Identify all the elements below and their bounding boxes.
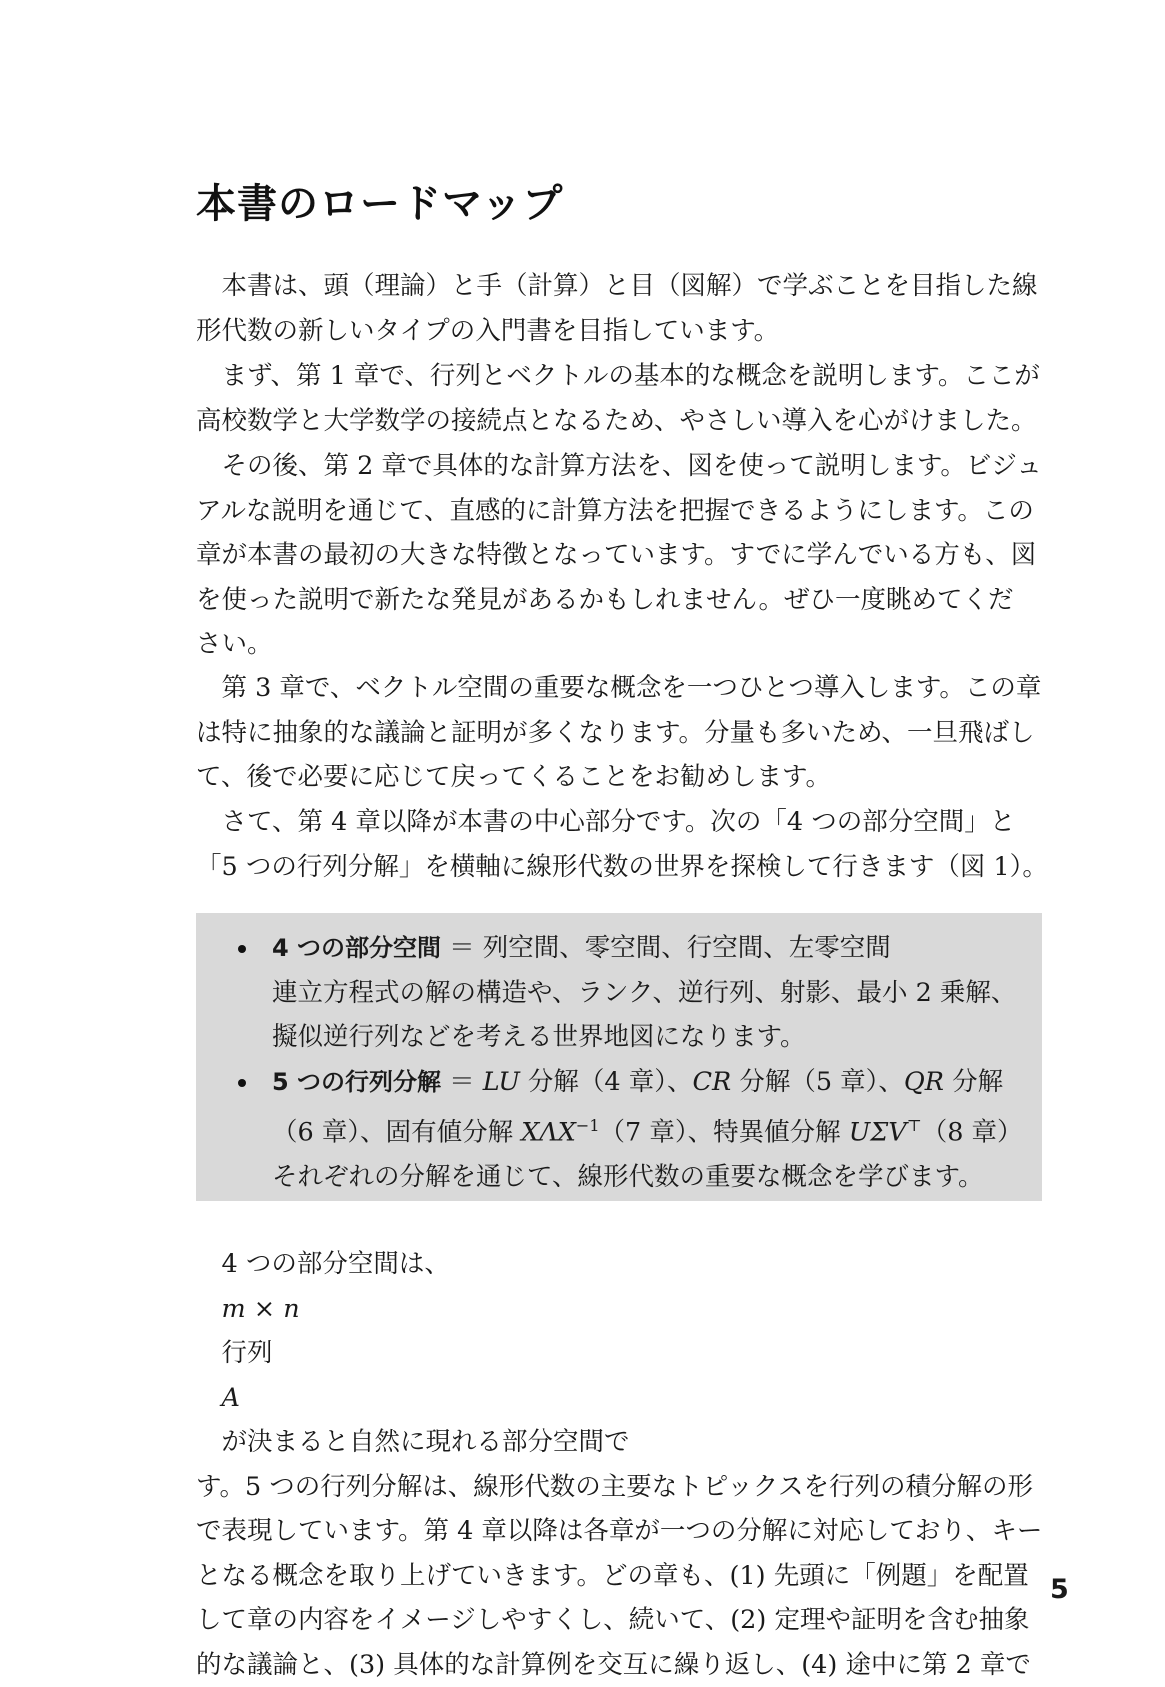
text-line: それぞれの分解を通じて、線形代数の重要な概念を学びます。 — [272, 1155, 1042, 1200]
roadmap-list — [196, 926, 1042, 1200]
text-line — [272, 926, 1042, 971]
roadmap-summary-box — [196, 913, 1042, 1201]
term-four-subspaces: 4 つの部分空間 — [272, 934, 441, 962]
text-span: （8 章） — [922, 1118, 1023, 1148]
text-line — [196, 1242, 1042, 1465]
text-line: 形代数の新しいタイプの入門書を目指しています。 — [171, 309, 1043, 354]
text-line: アルな説明を通じて、直感的に計算方法を把握できるようにします。この — [171, 489, 1043, 534]
bullet-icon — [238, 945, 246, 953]
text-line: す。5 つの行列分解は、線形代数の主要なトピックスを行列の積分解の形 — [171, 1465, 1043, 1510]
equals-sign: ＝ — [441, 1067, 483, 1097]
text-line — [272, 1104, 1042, 1155]
text-line: さい。 — [171, 622, 1043, 667]
math-m-by-n: m × n — [196, 1287, 1042, 1332]
text-line: 連立方程式の解の構造や、ランク、逆行列、射影、最小 2 乗解、 — [272, 971, 1042, 1016]
intro-paragraph-3 — [196, 444, 1042, 667]
text-line: 的な議論と、(3) 具体的な計算例を交互に繰り返し、(4) 途中に第 2 章で — [171, 1643, 1043, 1687]
math-eigendecomposition: XΛX — [521, 1118, 576, 1148]
text-span: （7 章）、特異値分解 — [600, 1118, 849, 1148]
text-line: 第 3 章で、ベクトル空間の重要な概念を一つひとつ導入します。この章 — [196, 666, 1042, 711]
section-title: 本書のロードマップ — [196, 176, 563, 232]
math-a: A — [196, 1376, 1042, 1421]
bullet-icon — [238, 1079, 246, 1087]
text-line: して章の内容をイメージしやすくし、続いて、(2) 定理や証明を含む抽象 — [171, 1598, 1043, 1643]
text-line — [272, 1060, 1042, 1105]
text-line: は特に抽象的な議論と証明が多くなります。分量も多いため、一旦飛ばし — [171, 711, 1043, 756]
list-item-decompositions — [196, 1060, 1042, 1200]
text-span: 行列 — [196, 1331, 1042, 1376]
text-line: 擬似逆行列などを考える世界地図になります。 — [272, 1015, 1042, 1060]
text-line: 高校数学と大学数学の接続点となるため、やさしい導入を心がけました。 — [171, 399, 1043, 444]
list-item-subspaces — [196, 926, 1042, 1060]
page-number: 5 — [1050, 1574, 1069, 1605]
intro-paragraph-4 — [196, 666, 1042, 800]
text-line: さて、第 4 章以降が本書の中心部分です。次の「4 つの部分空間」と — [196, 800, 1042, 845]
intro-paragraph-1 — [196, 264, 1042, 353]
math-superscript: ⊤ — [907, 1116, 922, 1135]
text-span: が決まると自然に現れる部分空間で — [196, 1420, 1042, 1465]
math-qr: QR — [904, 1067, 944, 1097]
text-span: 4 つの部分空間は、 — [196, 1242, 1042, 1287]
text-line: 本書は、頭（理論）と手（計算）と目（図解）で学ぶことを目指した線 — [196, 264, 1042, 309]
intro-paragraph-5 — [196, 800, 1042, 889]
term-five-decompositions: 5 つの行列分解 — [272, 1068, 441, 1096]
text-span: 分解（4 章）、 — [520, 1067, 693, 1097]
text-line: 章が本書の最初の大きな特徴となっています。すでに学んでいる方も、図 — [171, 533, 1043, 578]
text-line: で表現しています。第 4 章以降は各章が一つの分解に対応しており、キー — [171, 1509, 1043, 1554]
text-line: を使った説明で新たな発見があるかもしれません。ぜひ一度眺めてくだ — [171, 578, 1043, 623]
text-span: （6 章）、固有値分解 — [272, 1118, 521, 1148]
math-cr: CR — [693, 1067, 732, 1097]
equals-sign: ＝ — [441, 933, 483, 963]
text-line: 「5 つの行列分解」を横軸に線形代数の世界を探検して行きます（図 1）。 — [171, 845, 1043, 890]
subspace-list: 列空間、零空間、行空間、左零空間 — [483, 933, 891, 963]
math-lu: LU — [483, 1067, 520, 1097]
text-span: 分解 — [944, 1067, 1003, 1097]
math-superscript: −1 — [576, 1116, 600, 1135]
closing-paragraph — [196, 1242, 1042, 1687]
math-svd: UΣV — [849, 1118, 907, 1148]
intro-paragraph-2 — [196, 354, 1042, 443]
text-line: その後、第 2 章で具体的な計算方法を、図を使って説明します。ビジュ — [196, 444, 1042, 489]
text-line: となる概念を取り上げていきます。どの章も、(1) 先頭に「例題」を配置 — [171, 1554, 1043, 1599]
text-line: まず、第 1 章で、行列とベクトルの基本的な概念を説明します。ここが — [196, 354, 1042, 399]
text-line: て、後で必要に応じて戻ってくることをお勧めします。 — [171, 755, 1043, 800]
text-span: 分解（5 章）、 — [731, 1067, 904, 1097]
